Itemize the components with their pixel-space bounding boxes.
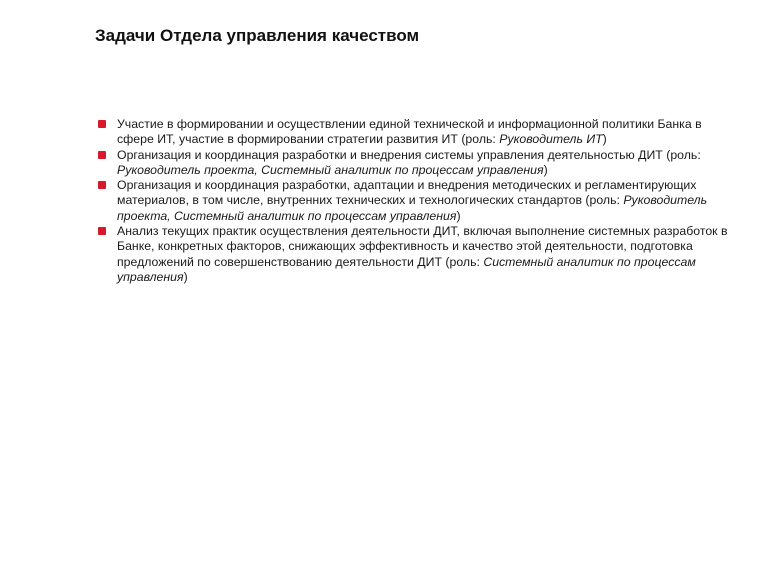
item-role: Руководитель ИТ — [499, 132, 603, 147]
item-text: Организация и координация разработки, адаптации и внедрения методических и регламентирующих материалов, в том числе, внутренних технических и технологических стандартов (роль: — [117, 178, 697, 208]
item-role: Руководитель проекта, Системный аналитик по процессам управления — [117, 193, 708, 223]
slide-title: Задачи Отдела управления качеством — [95, 26, 420, 45]
item-text: Анализ текущих практик осуществления деятельности ДИТ, включая выполнение системных разработок в Банке, конкретных факторов, снижающих эффективность и качество этой деятельности, подготовка предложений по совершенствованию деятельности ДИТ (роль: — [117, 224, 728, 269]
square-bullet-icon — [98, 227, 106, 235]
item-close: ) — [456, 208, 461, 223]
item-close: ) — [602, 132, 607, 147]
square-bullet-icon — [98, 120, 106, 128]
square-bullet-icon — [98, 151, 106, 159]
list-item — [98, 178, 738, 224]
item-text: Участие в формировании и осуществлении единой технической и информационной политики Банка в сфере ИТ, участие в формировании стратегии развития ИТ (роль: — [117, 117, 702, 147]
item-close: ) — [183, 269, 188, 284]
task-list — [98, 117, 738, 285]
item-role: Руководитель проекта, Системный аналитик по процессам управления — [117, 162, 544, 177]
item-close: ) — [543, 162, 548, 177]
square-bullet-icon — [98, 181, 106, 189]
list-item — [98, 224, 738, 285]
list-item — [98, 117, 738, 148]
item-role: Системный аналитик по процессам управления — [117, 254, 696, 284]
list-item — [98, 148, 738, 179]
item-text: Организация и координация разработки и внедрения системы управления деятельностью ДИТ (роль: — [117, 147, 701, 162]
